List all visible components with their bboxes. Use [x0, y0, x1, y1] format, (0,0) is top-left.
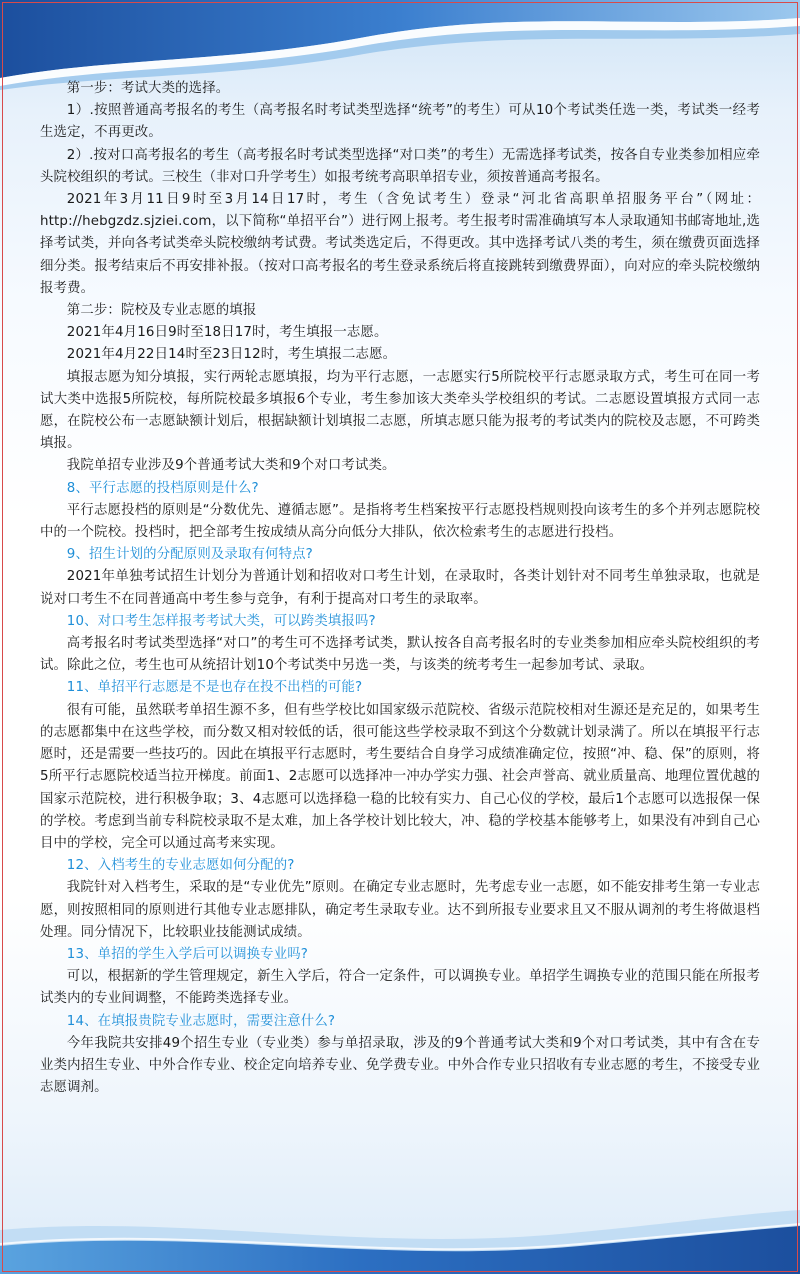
question-9: 9、招生计划的分配原则及录取有何特点?	[66, 547, 313, 563]
second-choice-date: 2021年4月22日14时至23日12时，考生填报二志愿。	[66, 347, 397, 363]
question-14: 14、在填报贵院专业志愿时，需要注意什么?	[66, 1013, 336, 1029]
answer-9: 2021年单独考试招生计划分为普通计划和招收对口考生计划，在录取时，各类计划针对不同考生单独录取，也就是说对口考生不在同普通高中考生参与竞争，有利于提高对口考生的录取率。	[40, 569, 760, 607]
question-11: 11、单招平行志愿是不是也存在投不出档的可能?	[66, 680, 363, 696]
majors-scope-paragraph: 我院单招专业涉及9个普通考试大类和9个对口考试类。	[66, 458, 396, 474]
step1-title: 第一步：考试大类的选择。	[66, 81, 230, 96]
answer-12: 我院针对入档考生，采取的是“专业优先”原则。在确定专业志愿时，先考虑专业一志愿，如不能安排考生第一专业志愿，则按照相同的原则进行其他专业志愿排队，确定考生录取专业。达不到所报专业要求且又不服从调剂的考生将做退档处理。同分情况下，比较职业技能测试成绩。	[40, 880, 760, 940]
answer-14: 今年我院共安排49个招生专业（专业类）参与单招录取，涉及的9个普通考试大类和9个对口考试类，其中有含在专业类内招生专业、中外合作专业、校企定向培养专业、免学费专业。中外合作专业只招收有专业志愿的考生，不接受专业志愿调剂。	[40, 1035, 760, 1096]
step1-item1: 1）.按照普通高考报名的考生（高考报名时考试类型选择“统考”的考生）可从10个考试类任选一类，考试类一经考生选定，不再更改。	[40, 103, 760, 141]
answer-13: 可以，根据新的学生管理规定，新生入学后，符合一定条件，可以调换专业。单招学生调换专业的范围只能在所报考试类内的专业间调整，不能跨类选择专业。	[40, 969, 760, 1007]
question-12: 12、入档考生的专业志愿如何分配的?	[66, 858, 295, 874]
first-choice-date: 2021年4月16日9时至18日17时，考生填报一志愿。	[66, 325, 388, 341]
answer-10: 高考报名时考试类型选择“对口”的考生可不选择考试类，默认按各自高考报名时的专业类参加相应牵头院校组织的考试。除此之位，考生也可从统招计划10个考试类中另选一类，与该类的统考考生一起参加考试、录取。	[40, 636, 760, 674]
question-13: 13、单招的学生入学后可以调换专业吗?	[66, 946, 309, 962]
step2-title: 第二步：院校及专业志愿的填报	[66, 303, 257, 319]
top-wave-decoration	[0, 0, 800, 90]
article-body	[40, 78, 760, 1099]
answer-11: 很有可能，虽然联考单招生源不多，但有些学校比如国家级示范院校、省级示范院校相对生源还是充足的，如果考生的志愿都集中在这些学校，而分数又相对较低的话，很可能这些学校录取不到这个分数就计划录满了。所以在填报平行志愿时，还是需要一些技巧的。因此在填报平行志愿时，考生要结合自身学习成绩准确定位，按照“冲、稳、保”的原则，将5所平行志愿院校适当拉开梯度。前面1、2志愿可以选择冲一冲办学实力强、社会声誉高、就业质量高、地理位置优越的国家示范院校，进行积极争取；3、4志愿可以选择稳一稳的比较有实力、自己心仪的学校，最后1个志愿可以选报保一保的学校。考虑到当前专科院校录取不是太难，加上各学校计划比较大，冲、稳的学校基本能够考上，如果没有冲到自己心目中的学校，完全可以通过高考来实现。	[40, 702, 760, 851]
step1-item2: 2）.按对口高考报名的考生（高考报名时考试类型选择“对口类”的考生）无需选择考试类，按各自专业类参加相应牵头院校组织的考试。三校生（非对口升学考生）如报考统考高职单招专业，须按普通高考报名。	[40, 147, 760, 185]
answer-8: 平行志愿投档的原则是“分数优先、遵循志愿”。是指将考生档案按平行志愿投档规则投向该考生的多个并列志愿院校中的一个院校。投档时，把全部考生按成绩从高分向低分大排队，依次检索考生的志愿进行投档。	[40, 502, 760, 541]
filling-rules-paragraph: 填报志愿为知分填报，实行两轮志愿填报，均为平行志愿，一志愿实行5所院校平行志愿录取方式，考生可在同一考试大类中选报5所院校，每所院校最多填报6个专业，考生参加该大类牵头学校组织的考试。二志愿设置填报方式同一志愿，在院校公布一志愿缺额计划后，根据缺额计划填报二志愿，所填志愿只能为报考的考试类内的院校及志愿，不可跨类填报。	[40, 369, 760, 452]
bottom-wave-decoration	[0, 1194, 800, 1274]
question-8: 8、平行志愿的投档原则是什么?	[66, 480, 259, 496]
registration-paragraph: 2021年3月11日9时至3月14日17时，考生（含免试考生）登录“河北省高职单招服务平台”（网址：http://hebgzdz.sjziei.com，以下简称“单招平台”）进行网上报考。考生报考时需准确填写本人录取通知书邮寄地址,选择考试类，并向各考试类牵头院校缴纳考试费。考试类选定后，不得更改。其中选择考试八类的考生，须在缴费页面选择细分类。报考结束后不再安排补报。（按对口高考报名的考生登录系统后将直接跳转到缴费界面），向对应的牵头院校缴纳报考费。	[40, 192, 760, 296]
question-10: 10、对口考生怎样报考考试大类，可以跨类填报吗?	[66, 613, 376, 629]
